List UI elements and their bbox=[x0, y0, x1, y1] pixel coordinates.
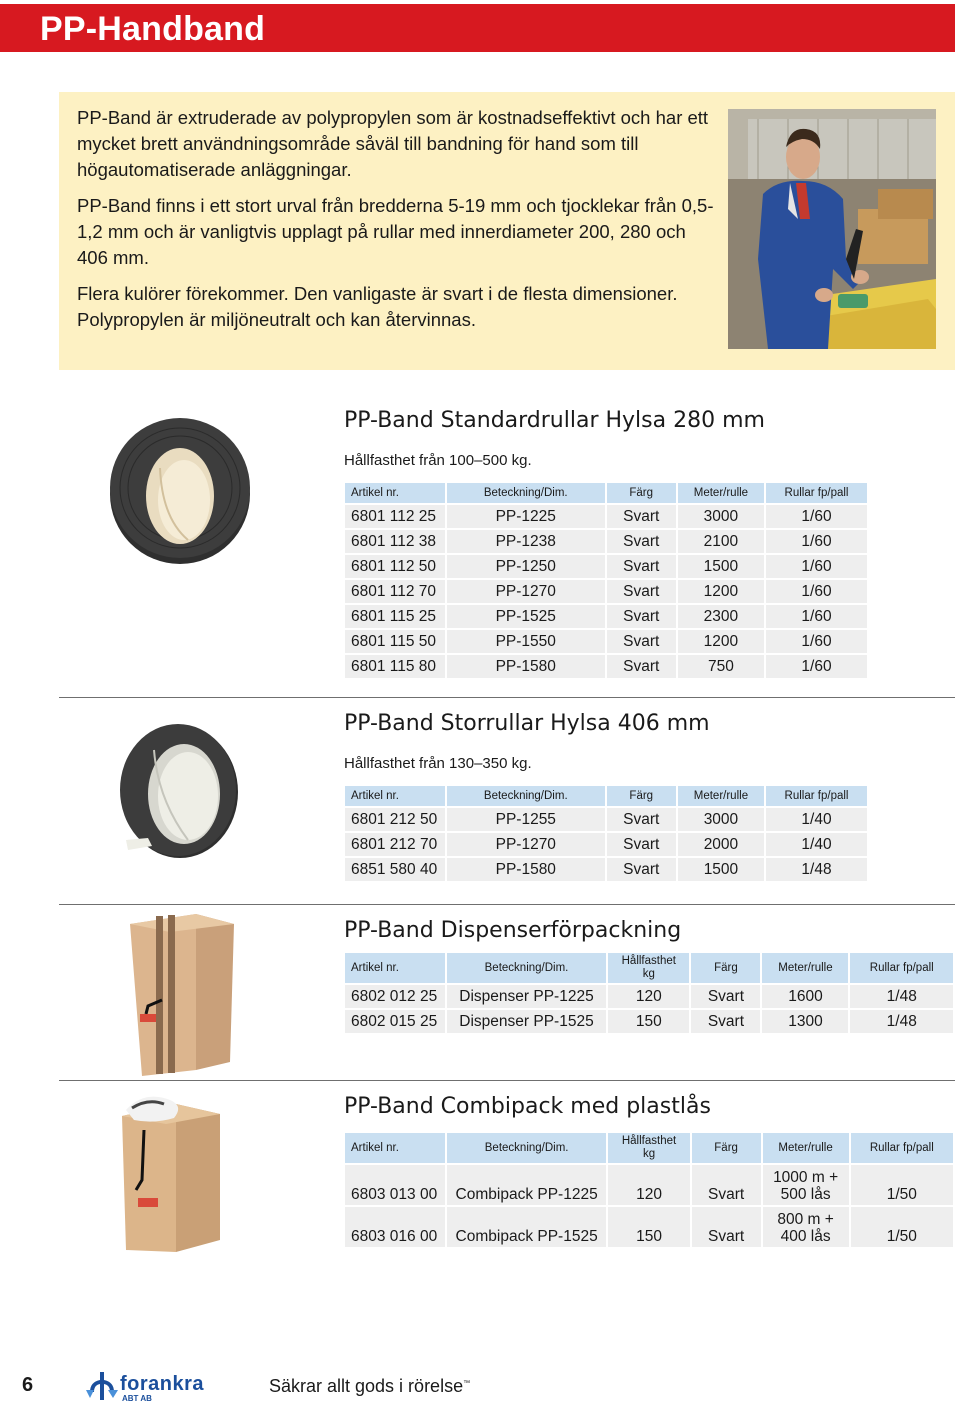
col-rullar: Rullar fp/pall bbox=[766, 786, 867, 806]
cell-rullar: 1/40 bbox=[766, 808, 867, 831]
table-row bbox=[345, 985, 953, 1008]
col-artikel-nr: Artikel nr. bbox=[345, 483, 445, 503]
cell-hallfasthet: 150 bbox=[608, 1207, 689, 1247]
cell-beteckning: PP-1270 bbox=[447, 833, 605, 856]
table-dispenser bbox=[343, 951, 955, 1035]
col-farg: Färg bbox=[691, 953, 760, 983]
table-storrullar bbox=[343, 784, 869, 883]
brand-subtitle: ABT AB bbox=[122, 1394, 152, 1403]
section-divider bbox=[59, 697, 955, 698]
table-row bbox=[345, 555, 867, 578]
intro-paragraph: Flera kulörer förekommer. Den vanligaste är svart i de flesta dimensioner. Polypropylen är miljöneutralt och kan återvinnas. bbox=[77, 283, 678, 330]
cell-farg: Svart bbox=[692, 1207, 761, 1247]
cell-farg: Svart bbox=[607, 630, 676, 653]
col-meter-rulle: Meter/rulle bbox=[762, 953, 848, 983]
col-artikel-nr: Artikel nr. bbox=[345, 786, 445, 806]
intro-text bbox=[77, 105, 717, 343]
cell-meter: 1000 m + 500 lås bbox=[763, 1165, 849, 1205]
intro-paragraph: PP-Band är extruderade av polypropylen som är kostnadseffektivt och har ett mycket brett användningsområde såväl till bandning för hand som till högautomatiserade anläggningar. bbox=[77, 107, 709, 180]
col-beteckning: Beteckning/Dim. bbox=[447, 1133, 607, 1163]
cell-meter: 750 bbox=[678, 655, 764, 678]
brand-name: forankra bbox=[120, 1373, 205, 1395]
col-beteckning: Beteckning/Dim. bbox=[447, 483, 605, 503]
page-title: PP-Handband bbox=[40, 10, 266, 48]
cell-farg: Svart bbox=[607, 580, 676, 603]
cell-beteckning: PP-1550 bbox=[447, 630, 605, 653]
table-header-row bbox=[345, 953, 953, 983]
table-header-row bbox=[345, 786, 867, 806]
cell-farg: Svart bbox=[607, 605, 676, 628]
table-row bbox=[345, 630, 867, 653]
col-hallfasthet bbox=[608, 953, 689, 983]
cell-artikel: 6801 115 50 bbox=[345, 630, 445, 653]
cell-rullar: 1/60 bbox=[766, 630, 867, 653]
cell-artikel: 6851 580 40 bbox=[345, 858, 445, 881]
cell-meter: 1300 bbox=[762, 1010, 848, 1033]
cell-meter: 2300 bbox=[678, 605, 764, 628]
large-roll-image bbox=[118, 720, 242, 860]
cell-artikel: 6801 112 50 bbox=[345, 555, 445, 578]
cell-farg: Svart bbox=[607, 505, 676, 528]
table-standardrullar bbox=[343, 481, 869, 680]
cell-artikel: 6801 112 70 bbox=[345, 580, 445, 603]
cell-farg: Svart bbox=[692, 1165, 761, 1205]
cell-rullar: 1/60 bbox=[766, 605, 867, 628]
cell-meter: 800 m + 400 lås bbox=[763, 1207, 849, 1247]
tagline-text: Säkrar allt gods i rörelse bbox=[269, 1376, 464, 1396]
cell-farg: Svart bbox=[607, 808, 676, 831]
col-rullar: Rullar fp/pall bbox=[766, 483, 867, 503]
cell-beteckning: Dispenser PP-1525 bbox=[447, 1010, 606, 1033]
table-row bbox=[345, 1207, 953, 1247]
dispenser-box-image bbox=[126, 910, 238, 1078]
col-hallfasthet-label: Hållfasthet kg bbox=[621, 1135, 677, 1160]
tagline bbox=[269, 1376, 470, 1397]
cell-rullar: 1/48 bbox=[766, 858, 867, 881]
cell-meter: 3000 bbox=[678, 808, 764, 831]
cell-rullar: 1/50 bbox=[851, 1165, 953, 1205]
cell-artikel: 6801 212 50 bbox=[345, 808, 445, 831]
cell-beteckning: PP-1580 bbox=[447, 858, 605, 881]
cell-rullar: 1/60 bbox=[766, 655, 867, 678]
standard-roll-image bbox=[100, 408, 260, 568]
cell-farg: Svart bbox=[691, 985, 760, 1008]
section-title-standardrullar: PP-Band Standardrullar Hylsa 280 mm bbox=[344, 408, 765, 433]
table-row bbox=[345, 833, 867, 856]
table-row bbox=[345, 580, 867, 603]
col-meter-rulle: Meter/rulle bbox=[678, 483, 764, 503]
section-title-storrullar: PP-Band Storrullar Hylsa 406 mm bbox=[344, 711, 710, 736]
section-title-dispenser: PP-Band Dispenserförpackning bbox=[344, 918, 682, 943]
section-subtitle-storrullar: Hållfasthet från 130–350 kg. bbox=[344, 755, 532, 772]
cell-beteckning: Combipack PP-1525 bbox=[447, 1207, 607, 1247]
table-row bbox=[345, 858, 867, 881]
cell-artikel: 6801 112 38 bbox=[345, 530, 445, 553]
cell-beteckning: PP-1270 bbox=[447, 580, 605, 603]
table-row bbox=[345, 808, 867, 831]
cell-rullar: 1/50 bbox=[851, 1207, 953, 1247]
title-bar bbox=[0, 4, 955, 52]
cell-beteckning: Dispenser PP-1225 bbox=[447, 985, 606, 1008]
cell-farg: Svart bbox=[607, 555, 676, 578]
table-header-row bbox=[345, 483, 867, 503]
cell-farg: Svart bbox=[607, 655, 676, 678]
col-rullar: Rullar fp/pall bbox=[851, 1133, 953, 1163]
cell-artikel: 6802 015 25 bbox=[345, 1010, 445, 1033]
col-meter-rulle: Meter/rulle bbox=[763, 1133, 849, 1163]
col-artikel-nr: Artikel nr. bbox=[345, 1133, 445, 1163]
cell-beteckning: PP-1580 bbox=[447, 655, 605, 678]
col-farg: Färg bbox=[607, 483, 676, 503]
table-row bbox=[345, 605, 867, 628]
cell-meter: 3000 bbox=[678, 505, 764, 528]
cell-rullar: 1/60 bbox=[766, 555, 867, 578]
cell-hallfasthet: 150 bbox=[608, 1010, 689, 1033]
section-divider bbox=[59, 1080, 955, 1081]
cell-meter: 1600 bbox=[762, 985, 848, 1008]
cell-meter: 1500 bbox=[678, 858, 764, 881]
table-row bbox=[345, 530, 867, 553]
cell-artikel: 6802 012 25 bbox=[345, 985, 445, 1008]
table-combipack bbox=[343, 1131, 955, 1249]
cell-rullar: 1/40 bbox=[766, 833, 867, 856]
cell-rullar: 1/60 bbox=[766, 530, 867, 553]
worker-photo bbox=[728, 109, 936, 349]
cell-rullar: 1/48 bbox=[850, 1010, 953, 1033]
cell-farg: Svart bbox=[691, 1010, 760, 1033]
cell-farg: Svart bbox=[607, 833, 676, 856]
cell-beteckning: Combipack PP-1225 bbox=[447, 1165, 607, 1205]
cell-meter: 1200 bbox=[678, 630, 764, 653]
cell-artikel: 6801 212 70 bbox=[345, 833, 445, 856]
cell-artikel: 6801 115 25 bbox=[345, 605, 445, 628]
col-artikel-nr: Artikel nr. bbox=[345, 953, 445, 983]
cell-rullar: 1/60 bbox=[766, 580, 867, 603]
cell-farg: Svart bbox=[607, 858, 676, 881]
page-number: 6 bbox=[22, 1374, 34, 1396]
cell-farg: Svart bbox=[607, 530, 676, 553]
section-title-combipack: PP-Band Combipack med plastlås bbox=[344, 1094, 711, 1119]
cell-hallfasthet: 120 bbox=[608, 1165, 689, 1205]
intro-paragraph: PP-Band finns i ett stort urval från bredderna 5-19 mm och tjocklekar från 0,5-1,2 mm och är vanligtvis upplagt på rullar med innerdiameter 200, 280 och 406 mm. bbox=[77, 195, 714, 268]
cell-hallfasthet: 120 bbox=[608, 985, 689, 1008]
col-farg: Färg bbox=[692, 1133, 761, 1163]
trademark-symbol: ™ bbox=[463, 1380, 471, 1387]
table-row bbox=[345, 1010, 953, 1033]
col-rullar: Rullar fp/pall bbox=[850, 953, 953, 983]
cell-meter: 2000 bbox=[678, 833, 764, 856]
cell-meter: 1500 bbox=[678, 555, 764, 578]
cell-meter: 1200 bbox=[678, 580, 764, 603]
col-hallfasthet bbox=[608, 1133, 689, 1163]
col-hallfasthet-label: Hållfasthet kg bbox=[621, 955, 676, 980]
cell-artikel: 6801 112 25 bbox=[345, 505, 445, 528]
col-farg: Färg bbox=[607, 786, 676, 806]
cell-beteckning: PP-1255 bbox=[447, 808, 605, 831]
table-header-row bbox=[345, 1133, 953, 1163]
combipack-box-image bbox=[114, 1090, 224, 1256]
cell-artikel: 6801 115 80 bbox=[345, 655, 445, 678]
cell-beteckning: PP-1225 bbox=[447, 505, 605, 528]
cell-beteckning: PP-1250 bbox=[447, 555, 605, 578]
table-row bbox=[345, 505, 867, 528]
cell-beteckning: PP-1525 bbox=[447, 605, 605, 628]
col-meter-rulle: Meter/rulle bbox=[678, 786, 764, 806]
table-row bbox=[345, 1165, 953, 1205]
cell-artikel: 6803 016 00 bbox=[345, 1207, 445, 1247]
section-subtitle-standardrullar: Hållfasthet från 100–500 kg. bbox=[344, 452, 532, 469]
cell-meter: 2100 bbox=[678, 530, 764, 553]
cell-rullar: 1/48 bbox=[850, 985, 953, 1008]
col-beteckning: Beteckning/Dim. bbox=[447, 786, 605, 806]
cell-beteckning: PP-1238 bbox=[447, 530, 605, 553]
intro-box bbox=[59, 92, 955, 370]
cell-rullar: 1/60 bbox=[766, 505, 867, 528]
table-row bbox=[345, 655, 867, 678]
section-divider bbox=[59, 904, 955, 905]
col-beteckning: Beteckning/Dim. bbox=[447, 953, 606, 983]
cell-artikel: 6803 013 00 bbox=[345, 1165, 445, 1205]
